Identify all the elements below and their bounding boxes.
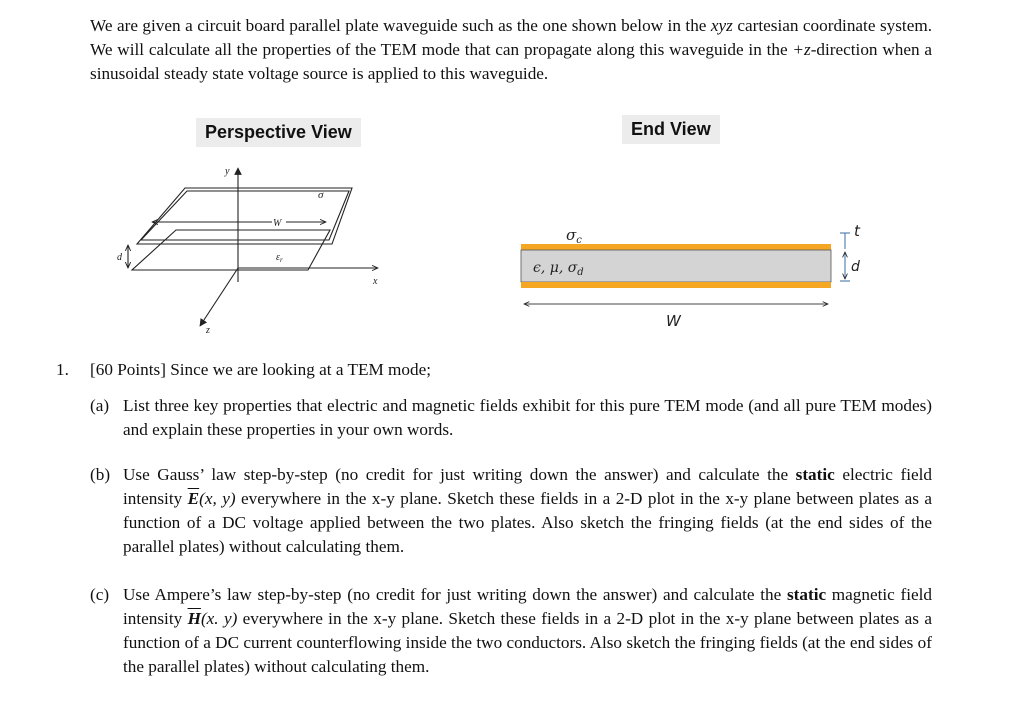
material-label	[533, 260, 584, 278]
w-end-label: W	[666, 312, 681, 330]
part-c-text-1: Use Ampere’s law step-by-step (no credit for just writing down the answer) and calculate the	[123, 585, 787, 604]
part-b-text-3: everywhere in the x-y plane. Sketch these fields in a 2-D plot in the x-y plane between plates as a function of a DC voltage applied between the two plates. Also sketch the fringing fields (at the end sides of the parallel plates) without calculating them.	[123, 489, 932, 556]
e-vector-symbol: $\overline{E}$	[187, 489, 200, 508]
d-end-label: d	[851, 259, 860, 275]
epsilon-symbol: ε	[276, 252, 280, 263]
intro-part-1: We are given a circuit board parallel plate waveguide such as the one shown below in the	[90, 16, 711, 35]
part-c-text	[123, 583, 932, 679]
perspective-view-title: Perspective View	[196, 118, 361, 147]
part-b-text-1: Use Gauss’ law step-by-step (no credit for just writing down the answer) and calculate the	[123, 465, 796, 484]
intro-part-2: cartesian coordinate system. We will calculate all the properties of the TEM mode that can propagate along this waveguide in the	[90, 16, 932, 59]
top-conductor	[521, 244, 831, 250]
perspective-diagram	[128, 168, 378, 326]
bottom-plate	[132, 230, 330, 270]
intro-xyz: xyz	[710, 16, 733, 35]
intro-direction: +z	[792, 40, 811, 59]
question-lead: [60 Points] Since we are looking at a TEM mode;	[90, 360, 431, 379]
h-vector-symbol: $\overline{H}$	[187, 609, 201, 628]
end-view-title: End View	[622, 115, 720, 144]
part-c	[90, 583, 932, 679]
intro-part-3: -direction when a sinusoidal steady state voltage source is applied to this waveguide.	[90, 40, 932, 83]
y-axis-label: y	[225, 166, 230, 177]
sigma-c-subscript: c	[576, 235, 582, 246]
d-label: d	[117, 252, 122, 263]
part-a-label: (a)	[90, 396, 110, 415]
w-label: W	[273, 218, 282, 229]
part-b	[90, 463, 932, 559]
part-c-bold: static	[786, 585, 827, 604]
epsilon-r-label	[276, 252, 283, 264]
sigma-c-label	[566, 226, 582, 246]
part-b-text-2: electric field intensity	[123, 465, 932, 508]
question-number: 1.	[56, 360, 69, 379]
x-axis-label: x	[373, 276, 378, 287]
part-a	[90, 394, 932, 442]
part-a-text: List three key properties that electric and magnetic fields exhibit for this pure TEM mode (and all pure TEM modes) and explain these properties in your own words.	[123, 396, 932, 439]
z-axis	[200, 268, 238, 326]
material-symbols: ϵ, μ, σ	[533, 260, 578, 276]
epsilon-subscript: r	[279, 256, 283, 264]
z-axis-label: z	[206, 325, 210, 336]
part-c-text-3: everywhere in the x-y plane. Sketch these fields in a 2-D plot in the x-y plane between plates as a function of a DC current counterflowing inside the two conductors. Also sketch the fringing fields (at the end sides of the parallel plates) without calculating them.	[123, 609, 932, 676]
bottom-conductor	[521, 282, 831, 288]
h-vector-args: (x. y)	[200, 609, 238, 628]
part-b-bold: static	[795, 465, 835, 484]
material-subscript: d	[577, 267, 584, 278]
part-b-label: (b)	[90, 465, 111, 484]
t-label: t	[854, 222, 860, 240]
sigma-label: σ	[318, 189, 324, 201]
e-vector-args: (x, y)	[199, 489, 236, 508]
part-c-label: (c)	[90, 585, 110, 604]
part-b-text	[123, 463, 932, 559]
sigma-c-symbol: σ	[566, 226, 577, 244]
part-c-text-2: magnetic field intensity	[123, 585, 932, 628]
